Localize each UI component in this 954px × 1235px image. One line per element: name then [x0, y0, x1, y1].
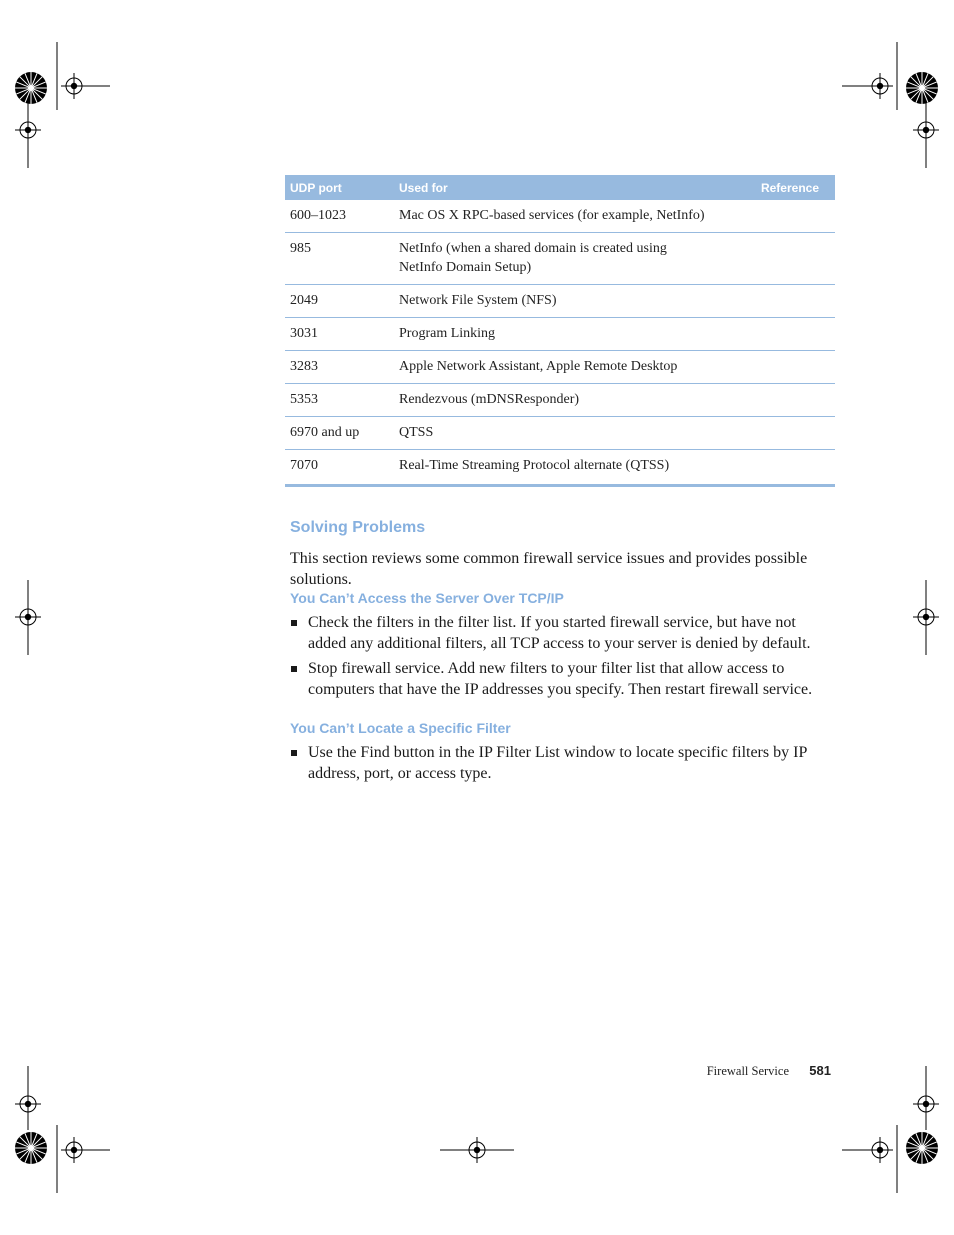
section-intro: This section reviews some common firewall service issues and provides possible solutions. — [290, 550, 808, 588]
column-header-udp-port: UDP port — [285, 175, 394, 200]
used-for-cell: Real-Time Streaming Protocol alternate (QTSS) — [394, 450, 745, 486]
table-row — [285, 450, 835, 486]
table-row — [285, 233, 835, 285]
bullet-square-icon — [291, 620, 297, 626]
column-header-used-for: Used for — [394, 175, 745, 200]
port-cell: 600–1023 — [285, 200, 394, 233]
reference-cell — [745, 285, 835, 318]
port-cell: 6970 and up — [285, 417, 394, 450]
port-cell: 7070 — [285, 450, 394, 486]
used-for-cell: Apple Network Assistant, Apple Remote Desktop — [394, 351, 745, 384]
list-item-text: Check the filters in the filter list. If you started firewall service, but have not added any additional filters, all TCP access to your server is denied by default. — [308, 614, 811, 652]
used-for-cell: NetInfo (when a shared domain is created using NetInfo Domain Setup) — [394, 233, 745, 285]
footer-chapter-title: Firewall Service — [706, 1064, 789, 1078]
reference-cell — [745, 318, 835, 351]
reference-cell — [745, 384, 835, 417]
table-row — [285, 200, 835, 233]
used-for-cell: Network File System (NFS) — [394, 285, 745, 318]
port-cell: 985 — [285, 233, 394, 285]
subsection-title-tcp-access: You Can’t Access the Server Over TCP/IP — [290, 590, 564, 606]
column-header-reference: Reference — [745, 175, 835, 200]
list-item — [290, 742, 835, 784]
table-row — [285, 417, 835, 450]
subsection-title-locate-filter: You Can’t Locate a Specific Filter — [290, 720, 511, 736]
bullet-list-tcp-access — [290, 612, 835, 704]
port-cell: 2049 — [285, 285, 394, 318]
udp-port-table — [285, 175, 835, 487]
list-item-text: Use the Find button in the IP Filter List window to locate specific filters by IP address, port, or access type. — [308, 744, 807, 782]
used-for-cell: Mac OS X RPC-based services (for example, NetInfo) — [394, 200, 745, 233]
section-title: Solving Problems — [290, 519, 426, 536]
list-item-text: Stop firewall service. Add new filters to your filter list that allow access to computers that have the IP addresses you specify. Then restart firewall service. — [308, 660, 813, 698]
port-cell: 3283 — [285, 351, 394, 384]
reference-cell — [745, 450, 835, 486]
port-cell: 3031 — [285, 318, 394, 351]
bullet-square-icon — [291, 750, 297, 756]
list-item — [290, 612, 835, 654]
table-row — [285, 285, 835, 318]
bullet-list-locate-filter — [290, 742, 835, 788]
port-cell: 5353 — [285, 384, 394, 417]
table-row — [285, 318, 835, 351]
list-item — [290, 658, 835, 700]
page-number: 581 — [809, 1063, 831, 1078]
used-for-cell: QTSS — [394, 417, 745, 450]
used-for-cell: Rendezvous (mDNSResponder) — [394, 384, 745, 417]
table-row — [285, 384, 835, 417]
table-row — [285, 351, 835, 384]
reference-cell — [745, 233, 835, 285]
reference-cell — [745, 351, 835, 384]
used-for-cell: Program Linking — [394, 318, 745, 351]
bullet-square-icon — [291, 666, 297, 672]
reference-cell — [745, 200, 835, 233]
table-header-row — [285, 175, 835, 200]
reference-cell — [745, 417, 835, 450]
